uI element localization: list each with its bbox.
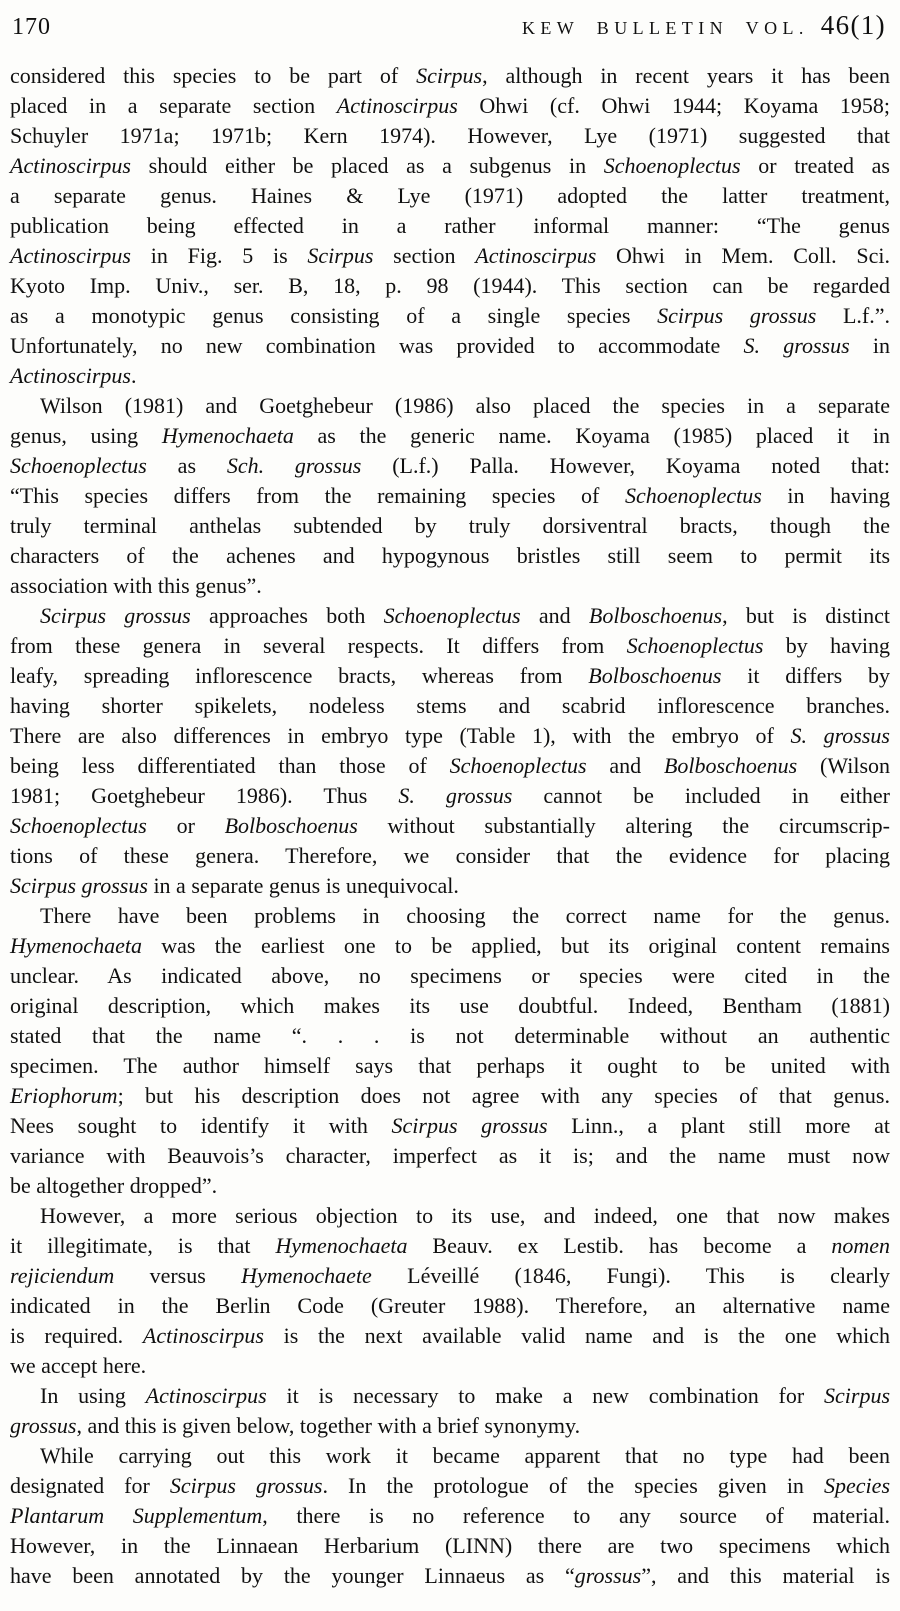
text-line: Actinoscirpus should either be placed as a subgenus in Schoenoplectus or treated as <box>10 153 890 178</box>
text-line: 1981; Goetghebeur 1986). Thus S. grossus cannot be included in either <box>10 783 890 808</box>
text-line: placed in a separate section Actinoscirpus Ohwi (cf. Ohwi 1944; Koyama 1958; <box>10 93 890 118</box>
text-line: designated for Scirpus grossus. In the protologue of the species given in Species <box>10 1473 890 1498</box>
text-line: Kyoto Imp. Univ., ser. B, 18, p. 98 (1944). This section can be regarded <box>10 273 890 298</box>
text-line: Scirpus grossus in a separate genus is unequivocal. <box>10 873 459 898</box>
paragraph <box>10 1201 890 1381</box>
text-line: unclear. As indicated above, no specimens or species were cited in the <box>10 963 890 988</box>
paragraph <box>10 601 890 901</box>
text-line: Actinoscirpus. <box>10 363 137 388</box>
text-line: truly terminal anthelas subtended by truly dorsiventral bracts, though the <box>10 513 890 538</box>
text-line: Plantarum Supplementum, there is no reference to any source of material. <box>10 1503 890 1528</box>
running-head <box>522 10 886 41</box>
text-line: “This species differs from the remaining species of Schoenoplectus in having <box>10 483 890 508</box>
paragraph <box>10 61 890 391</box>
text-line: Schoenoplectus as Sch. grossus (L.f.) Palla. However, Koyama noted that: <box>10 453 890 478</box>
text-line: association with this genus”. <box>10 573 262 598</box>
text-line: variance with Beauvois’s character, imperfect as it is; and the name must now <box>10 1143 890 1168</box>
text-line: a separate genus. Haines & Lye (1971) adopted the latter treatment, <box>10 183 890 208</box>
text-line: Wilson (1981) and Goetghebeur (1986) also placed the species in a separate <box>40 393 890 418</box>
text-line: Actinoscirpus in Fig. 5 is Scirpus section Actinoscirpus Ohwi in Mem. Coll. Sci. <box>10 243 890 268</box>
text-line: is required. Actinoscirpus is the next available valid name and is the one which <box>10 1323 890 1348</box>
text-line: There are also differences in embryo type (Table 1), with the embryo of S. grossus <box>10 723 890 748</box>
text-line: tions of these genera. Therefore, we consider that the evidence for placing <box>10 843 890 868</box>
paragraph <box>10 901 890 1201</box>
text-line: genus, using Hymenochaeta as the generic name. Koyama (1985) placed it in <box>10 423 890 448</box>
text-line: Schoenoplectus or Bolboschoenus without substantially altering the circumscrip- <box>10 813 890 838</box>
page-body <box>10 61 890 1591</box>
text-line: specimen. The author himself says that perhaps it ought to be united with <box>10 1053 890 1078</box>
text-line: original description, which makes its use doubtful. Indeed, Bentham (1881) <box>10 993 890 1018</box>
text-line: indicated in the Berlin Code (Greuter 1988). Therefore, an alternative name <box>10 1293 890 1318</box>
text-line: considered this species to be part of Scirpus, although in recent years it has been <box>10 63 890 88</box>
text-line: as a monotypic genus consisting of a single species Scirpus grossus L.f.”. <box>10 303 890 328</box>
text-line: having shorter spikelets, nodeless stems and scabrid inflorescence branches. <box>10 693 890 718</box>
text-line: In using Actinoscirpus it is necessary to make a new combination for Scirpus <box>40 1383 890 1408</box>
text-line: have been annotated by the younger Linnaeus as “grossus”, and this material is <box>10 1563 891 1588</box>
paragraph <box>10 1441 890 1591</box>
text-line: There have been problems in choosing the correct name for the genus. <box>40 903 890 928</box>
journal-title: KEW BULLETIN VOL. <box>521 18 809 38</box>
text-line: grossus, and this is given below, together with a brief synonymy. <box>10 1413 581 1438</box>
text-line: Hymenochaeta was the earliest one to be applied, but its original content remains <box>10 933 890 958</box>
text-line: rejiciendum versus Hymenochaete Léveillé (1846, Fungi). This is clearly <box>10 1263 890 1288</box>
text-line: Unfortunately, no new combination was provided to accommodate S. grossus in <box>10 333 890 358</box>
text-line: leafy, spreading inflorescence bracts, whereas from Bolboschoenus it differs by <box>10 663 890 688</box>
text-line: Schuyler 1971a; 1971b; Kern 1974). However, Lye (1971) suggested that <box>10 123 890 148</box>
text-line: stated that the name “. . . is not determinable without an authentic <box>10 1023 890 1048</box>
text-line: Nees sought to identify it with Scirpus grossus Linn., a plant still more at <box>10 1113 890 1138</box>
text-line: being less differentiated than those of Schoenoplectus and Bolboschoenus (Wilson <box>10 753 891 778</box>
text-line: it illegitimate, is that Hymenochaeta Beauv. ex Lestib. has become a nomen <box>10 1233 890 1258</box>
text-line: we accept here. <box>10 1353 147 1378</box>
text-line: characters of the achenes and hypogynous bristles still seem to permit its <box>10 543 890 568</box>
text-line: However, in the Linnaean Herbarium (LINN) there are two specimens which <box>10 1533 890 1558</box>
text-line: While carrying out this work it became apparent that no type had been <box>40 1443 890 1468</box>
text-line: publication being effected in a rather informal manner: “The genus <box>10 213 890 238</box>
text-line: However, a more serious objection to its use, and indeed, one that now makes <box>40 1203 890 1228</box>
text-line: be altogether dropped”. <box>10 1173 218 1198</box>
page-number: 170 <box>12 14 51 40</box>
paragraph <box>10 1381 890 1441</box>
text-line: from these genera in several respects. It differs from Schoenoplectus by having <box>10 633 890 658</box>
volume-number: 46(1) <box>820 10 886 40</box>
text-line: Scirpus grossus approaches both Schoenoplectus and Bolboschoenus, but is distinct <box>40 603 891 628</box>
paragraph <box>10 391 890 601</box>
page-header <box>0 0 900 42</box>
text-line: Eriophorum; but his description does not agree with any species of that genus. <box>10 1083 890 1108</box>
